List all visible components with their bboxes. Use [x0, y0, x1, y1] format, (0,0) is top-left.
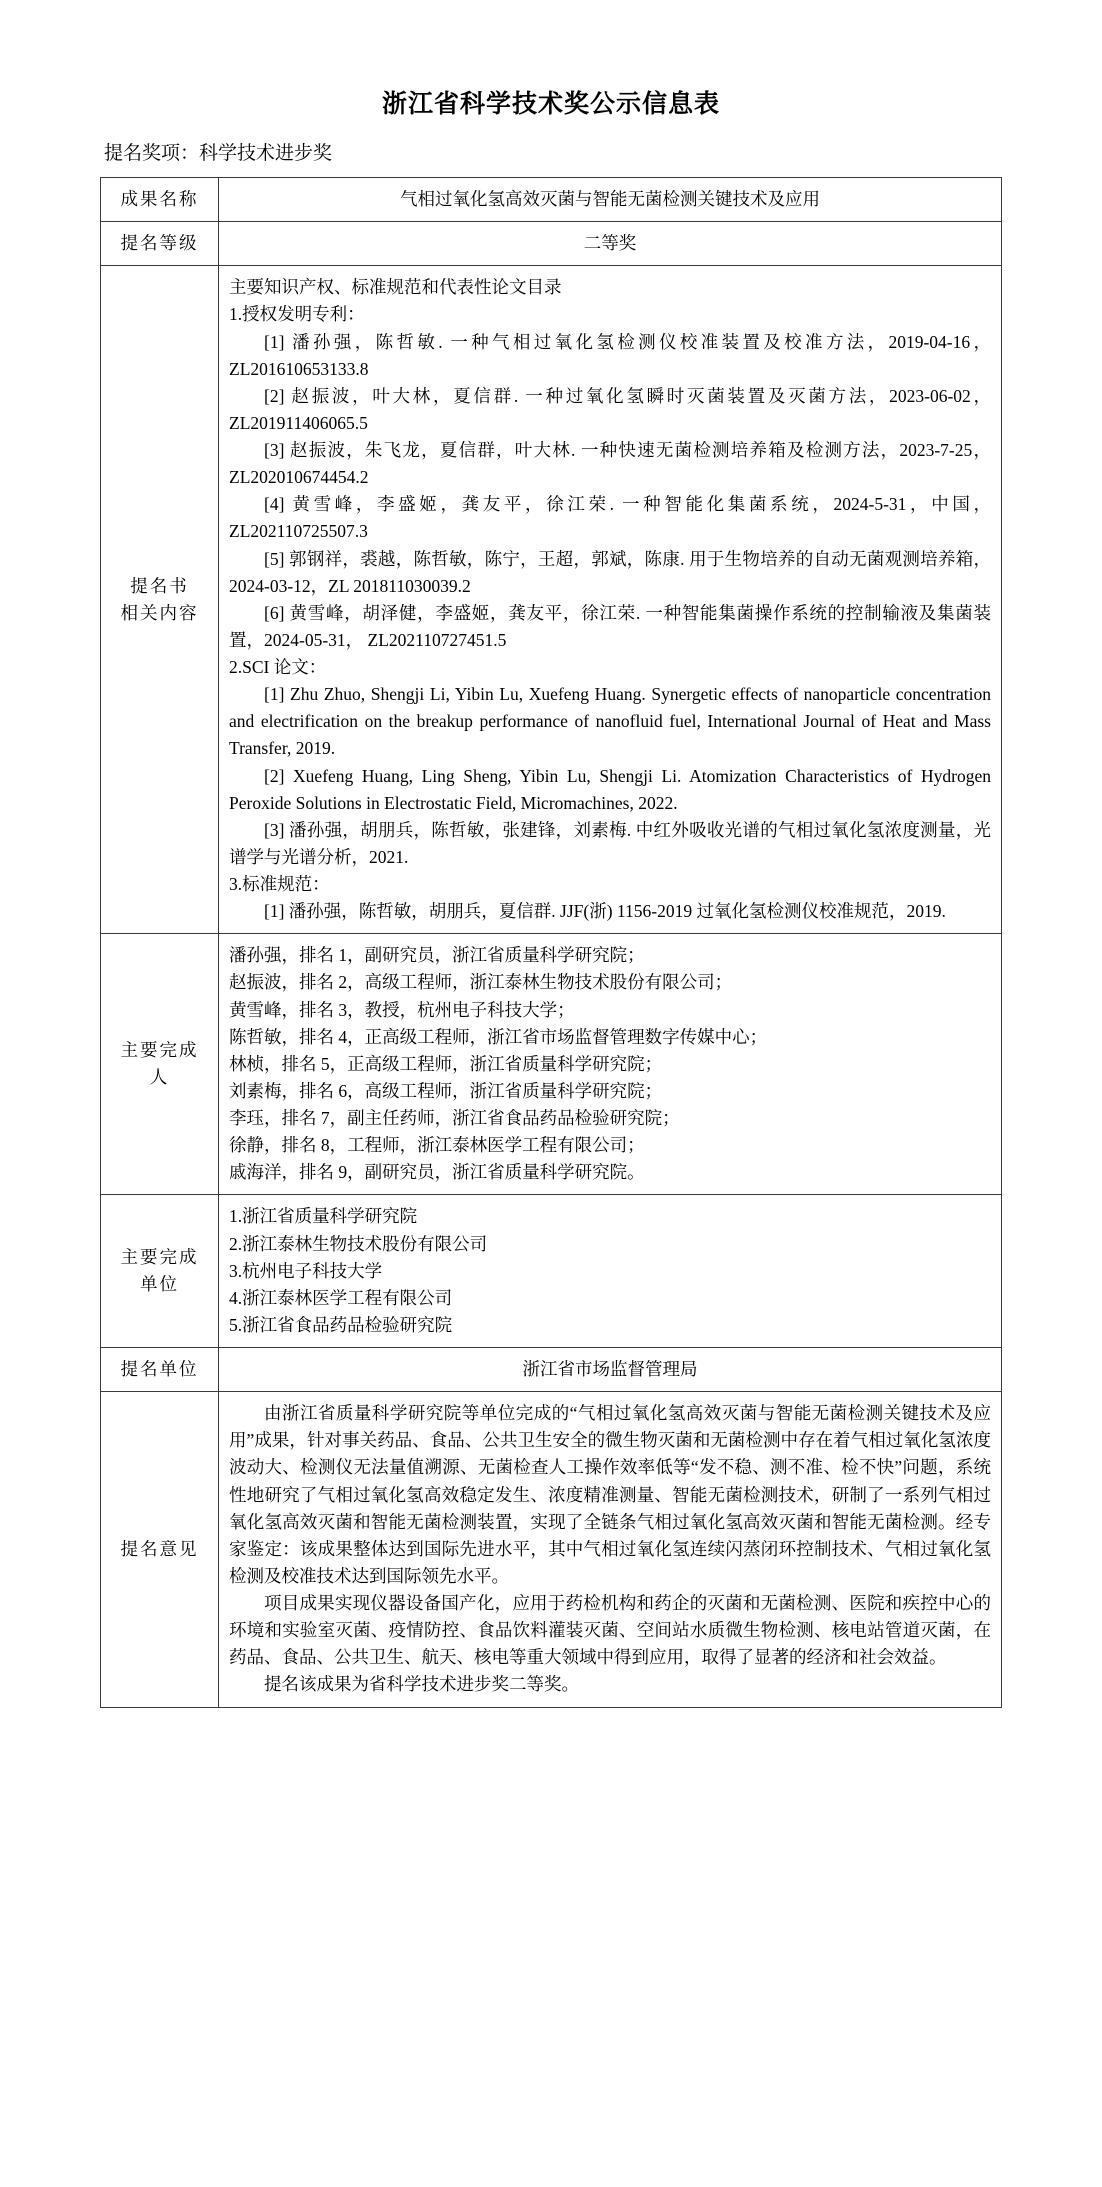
opinion-paragraph: 提名该成果为省科学技术进步奖二等奖。: [264, 1674, 579, 1695]
table-row-achievement-name: [101, 178, 1002, 222]
patent-item: [1] 潘孙强，陈哲敏. 一种气相过氧化氢检测仪校准装置及校准方法，2019-04-16，ZL201610653133.8: [229, 331, 991, 379]
list-item: 潘孙强，排名 1，副研究员，浙江省质量科学研究院；: [229, 945, 645, 966]
opinion-paragraph: 项目成果实现仪器设备国产化，应用于药检机构和药企的灭菌和无菌检测、医院和疾控中心的环境和实验室灭菌、疫情防控、食品饮料灌装灭菌、空间站水质微生物检测、核电站管道灭菌，在药品、食品、公共卫生、航天、核电等重大领域中得到应用，取得了显著的经济和社会效益。: [229, 1593, 991, 1668]
list-item: 陈哲敏，排名 4，正高级工程师，浙江省市场监督管理数字传媒中心；: [229, 1026, 768, 1047]
row-label-nomination-opinion: [101, 1392, 219, 1707]
section-title-standards: 3.标准规范：: [229, 874, 330, 894]
patent-item: [4] 黄雪峰，李盛姬，龚友平，徐江荣. 一种智能化集菌系统，2024-5-31，中国，ZL202110725507.3: [229, 494, 991, 542]
row-label-grade: [101, 222, 219, 266]
row-value-nominating-unit: 浙江省市场监督管理局: [219, 1348, 1002, 1392]
public-notice-table: [100, 177, 1002, 1708]
page-title: 浙江省科学技术奖公示信息表: [381, 91, 720, 118]
opinion-paragraph: 由浙江省质量科学研究院等单位完成的“气相过氧化氢高效灭菌与智能无菌检测关键技术及应用”成果，针对事关药品、食品、公共卫生安全的微生物灭菌和无菌检测中存在着气相过氧化氢浓度波动大、检测仪无法量值溯源、无菌检查人工操作效率低等“发不稳、测不准、检不快”问题，系统性地研究了气相过氧化氢高效稳定发生、浓度精准测量、智能无菌检测技术，研制了一系列气相过氧化氢高效灭菌和智能无菌检测装置，实现了全链条气相过氧化氢高效灭菌和智能无菌检测。经专家鉴定：该成果整体达到国际先进水平，其中气相过氧化氢连续闪蒸闭环控制技术、气相过氧化氢检测及校准技术达到国际领先水平。: [229, 1403, 991, 1586]
list-item: 黄雪峰，排名 3，教授，杭州电子科技大学；: [229, 999, 575, 1020]
row-value-nomination-content: [219, 266, 1002, 934]
table-row-nominating-unit: [101, 1348, 1002, 1392]
table-row-main-units: [101, 1195, 1002, 1348]
label-text-line1: 主要完成: [120, 1040, 199, 1061]
table-row-main-contributors: [101, 934, 1002, 1195]
list-item: 5.浙江省食品药品检验研究院: [229, 1314, 453, 1335]
patent-item: [5] 郭钢祥，裘越，陈哲敏，陈宁，王超，郭斌，陈康. 用于生物培养的自动无菌观测培养箱，2024-03-12，ZL 201811030039.2: [229, 548, 991, 596]
list-item: 3.杭州电子科技大学: [229, 1260, 383, 1281]
row-value-grade: 二等奖: [219, 222, 1002, 266]
list-item: 1.浙江省质量科学研究院: [229, 1206, 418, 1227]
list-item: 2.浙江泰林生物技术股份有限公司: [229, 1233, 488, 1254]
row-value-main-units: [219, 1195, 1002, 1348]
list-item: 林桢，排名 5，正高级工程师，浙江省质量科学研究院；: [229, 1053, 663, 1074]
paper-item: [3] 潘孙强，胡朋兵，陈哲敏，张建锋，刘素梅. 中红外吸收光谱的气相过氧化氢浓度测量，光谱学与光谱分析，2021.: [229, 819, 991, 867]
label-text-line2: 人: [149, 1067, 170, 1088]
row-label-main-contributors: [101, 934, 219, 1195]
standard-item: [1] 潘孙强，陈哲敏，胡朋兵，夏信群. JJF(浙) 1156-2019 过氧化氢检测仪校准规范，2019.: [264, 901, 946, 922]
row-value-main-contributors: [219, 934, 1002, 1195]
patent-item: [6] 黄雪峰，胡泽健，李盛姬，龚友平，徐江荣. 一种智能集菌操作系统的控制输液及集菌装置，2024-05-31， ZL202110727451.5: [229, 602, 991, 650]
section-title-papers: 2.SCI 论文：: [229, 657, 327, 677]
row-value-achievement-name: 气相过氧化氢高效灭菌与智能无菌检测关键技术及应用: [219, 178, 1002, 222]
list-item: 刘素梅，排名 6，高级工程师，浙江省质量科学研究院；: [229, 1080, 663, 1101]
table-row-nomination-opinion: [101, 1392, 1002, 1707]
label-text-line2: 相关内容: [120, 602, 199, 623]
list-item: 4.浙江泰林医学工程有限公司: [229, 1287, 453, 1308]
row-label-nominating-unit: [101, 1348, 219, 1392]
label-text: 成果名称: [120, 189, 199, 209]
section-title-patents: 1.授权发明专利：: [229, 304, 365, 325]
patent-item: [2] 赵振波，叶大林，夏信群. 一种过氧化氢瞬时灭菌装置及灭菌方法，2023-06-02， ZL201911406065.5: [229, 385, 991, 433]
table-row-grade: [101, 222, 1002, 266]
label-text-line1: 提名书: [130, 575, 189, 596]
row-label-achievement-name: [101, 178, 219, 222]
list-item: 徐静，排名 8，工程师，浙江泰林医学工程有限公司；: [229, 1135, 645, 1156]
patent-item: [3] 赵振波，朱飞龙，夏信群，叶大林. 一种快速无菌检测培养箱及检测方法，2023-7-25， ZL202010674454.2: [229, 440, 991, 488]
row-label-main-units: [101, 1195, 219, 1348]
label-text: 提名等级: [120, 233, 199, 254]
table-row-nomination-content: [101, 266, 1002, 934]
label-text: 提名意见: [120, 1538, 199, 1559]
label-text: 提名单位: [120, 1359, 199, 1379]
nomination-award-subtitle: 提名奖项：科学技术进步奖: [104, 143, 333, 164]
label-text-line1: 主要完成: [120, 1247, 199, 1268]
label-text-line2: 单位: [140, 1274, 179, 1295]
paper-item: [2] Xuefeng Huang, Ling Sheng, Yibin Lu, Shengji Li. Atomization Characteristics of Hydrogen Peroxide Solutions in Electrostatic Field, Micromachines, 2022.: [229, 765, 991, 813]
paper-item: [1] Zhu Zhuo, Shengji Li, Yibin Lu, Xuefeng Huang. Synergetic effects of nanoparticle concentration and electrification on the breakup performance of nanofluid fuel, International Journal of Heat and Mass Transfer, 2019.: [229, 684, 991, 759]
ip-heading: 主要知识产权、标准规范和代表性论文目录: [229, 277, 562, 298]
row-value-nomination-opinion: [219, 1392, 1002, 1707]
list-item: 戚海洋，排名 9，副研究员，浙江省质量科学研究院。: [229, 1162, 645, 1183]
list-item: 李珏，排名 7，副主任药师，浙江省食品药品检验研究院；: [229, 1108, 680, 1128]
list-item: 赵振波，排名 2，高级工程师，浙江泰林生物技术股份有限公司；: [229, 972, 733, 993]
row-label-nomination-content: [101, 266, 219, 934]
